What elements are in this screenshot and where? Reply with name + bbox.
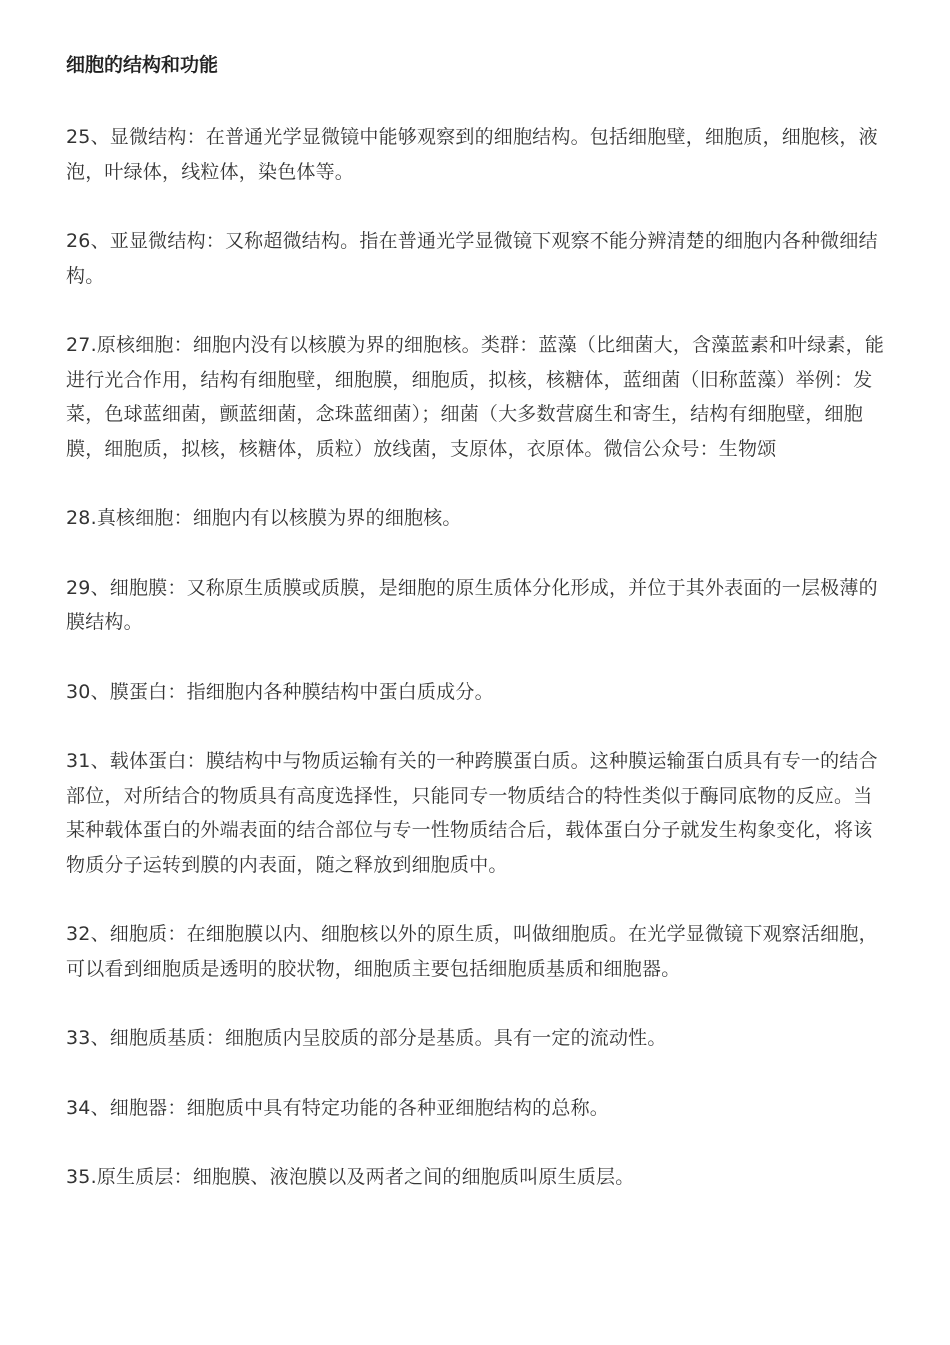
document-title: 细胞的结构和功能 — [66, 54, 219, 76]
paragraph-26: 26、亚显微结构：又称超微结构。指在普通光学显微镜下观察不能分辨清楚的细胞内各种微细结构。 — [66, 230, 878, 287]
paragraph-32: 32、细胞质：在细胞膜以内、细胞核以外的原生质，叫做细胞质。在光学显微镜下观察活细胞，可以看到细胞质是透明的胶状物，细胞质主要包括细胞质基质和细胞器。 — [66, 923, 878, 980]
paragraph-35: 35.原生质层：细胞膜、液泡膜以及两者之间的细胞质叫原生质层。 — [66, 1166, 635, 1188]
paragraph-29: 29、细胞膜：又称原生质膜或质膜，是细胞的原生质体分化形成，并位于其外表面的一层极薄的膜结构。 — [66, 576, 878, 633]
paragraph-30: 30、膜蛋白：指细胞内各种膜结构中蛋白质成分。 — [66, 680, 494, 703]
document-page — [66, 52, 888, 1230]
paragraph-25: 25、显微结构：在普通光学显微镜中能够观察到的细胞结构。包括细胞壁，细胞质，细胞核，液泡，叶绿体，线粒体，染色体等。 — [66, 126, 878, 183]
paragraph-27: 27.原核细胞：细胞内没有以核膜为界的细胞核。类群：蓝藻（比细菌大，含藻蓝素和叶绿素，能进行光合作用，结构有细胞壁，细胞膜，细胞质，拟核，核糖体，蓝细菌（旧称蓝藻）举例：发菜，色球蓝细菌，颤蓝细菌，念珠蓝细菌）；细菌（大多数营腐生和寄生，结构有细胞壁，细胞膜，细胞质，拟核，核糖体，质粒）放线菌，支原体，衣原体。微信公众号：生物颂 — [66, 334, 885, 460]
paragraph-28: 28.真核细胞：细胞内有以核膜为界的细胞核。 — [66, 507, 462, 529]
paragraph-31: 31、载体蛋白：膜结构中与物质运输有关的一种跨膜蛋白质。这种膜运输蛋白质具有专一的结合部位，对所结合的物质具有高度选择性，只能同专一物质结合的特性类似于酶同底物的反应。当某种载体蛋白的外端表面的结合部位与专一性物质结合后，载体蛋白分子就发生构象变化，将该物质分子运转到膜的内表面，随之释放到细胞质中。 — [66, 750, 878, 876]
paragraph-33: 33、细胞质基质：细胞质内呈胶质的部分是基质。具有一定的流动性。 — [66, 1027, 667, 1049]
paragraph-34: 34、细胞器：细胞质中具有特定功能的各种亚细胞结构的总称。 — [66, 1096, 609, 1119]
